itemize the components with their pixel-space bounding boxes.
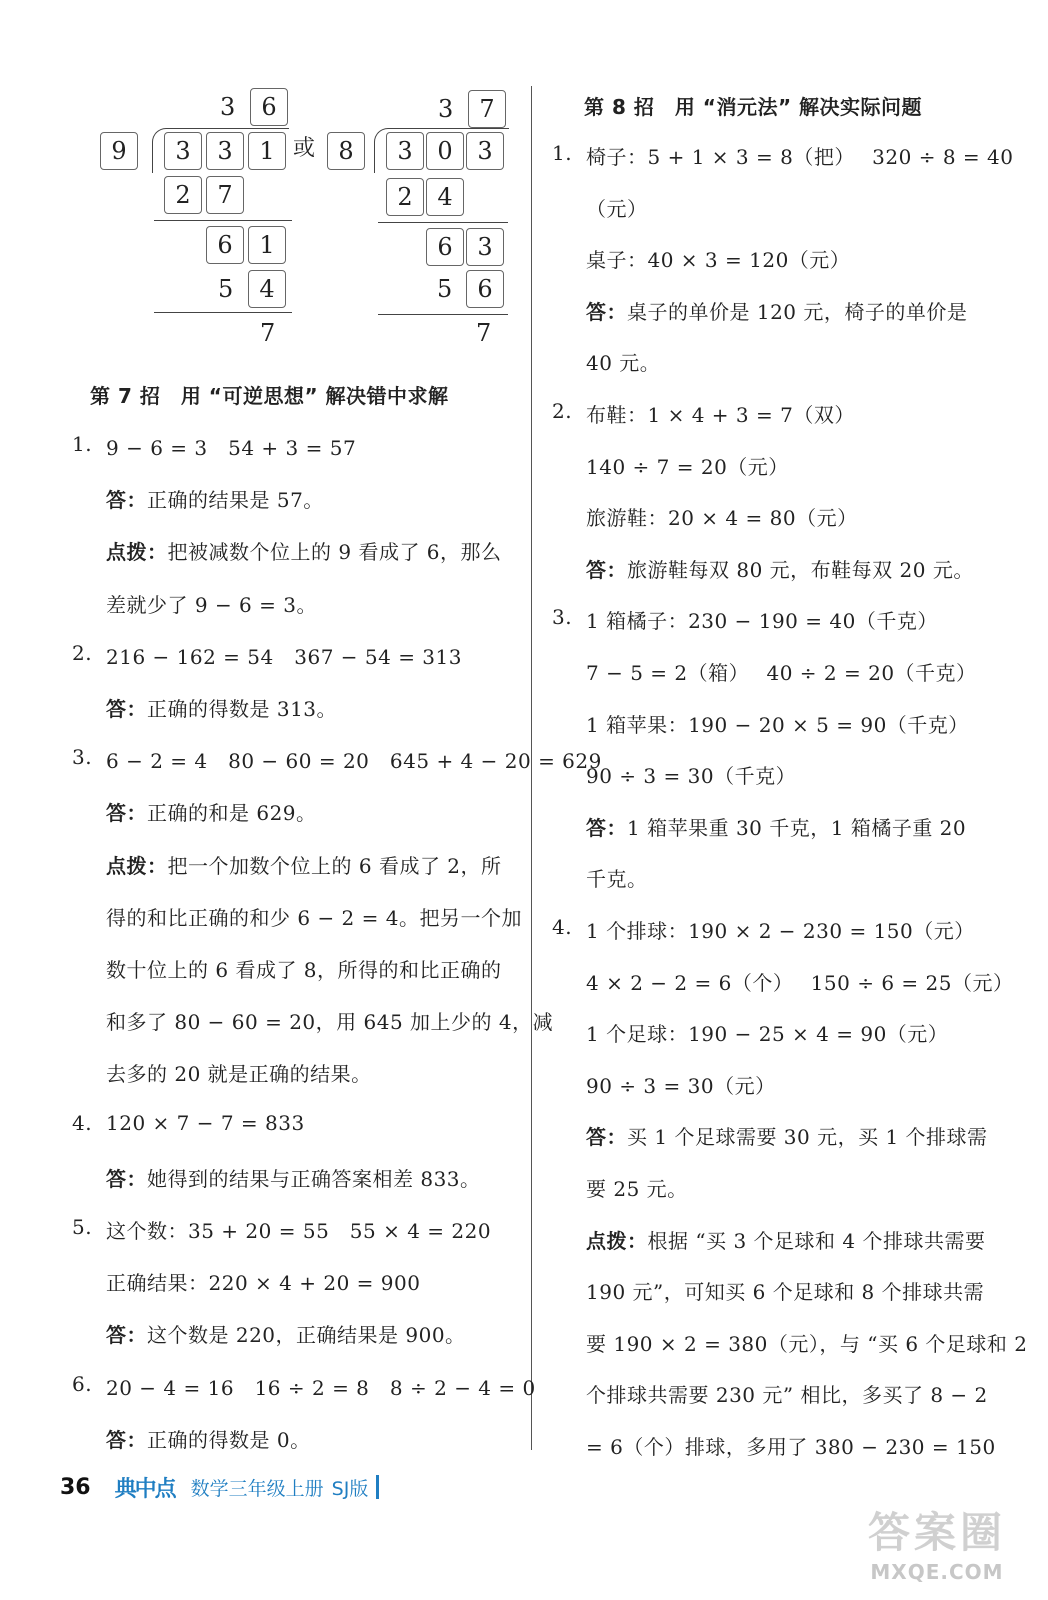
answer-text: 9 − 6 = 3 54 + 3 = 57: [106, 436, 357, 460]
answer-text: 她得到的结果与正确答案相差 833。: [147, 1166, 481, 1191]
divisor-box: 8: [327, 132, 365, 170]
quotient-digit: 3: [220, 93, 236, 121]
answer-text: 旅游鞋每双 80 元，布鞋每双 20 元。: [627, 557, 974, 582]
answer-text: 根据 “买 3 个足球和 4 个排球共需要: [647, 1228, 986, 1253]
answer-text: 椅子：5 + 1 × 3 = 8（把） 320 ÷ 8 = 40: [586, 145, 1014, 169]
section-heading: 第 7 招 用 “可逆思想” 解决错中求解: [90, 384, 449, 408]
quotient-digit-box: 6: [250, 88, 288, 126]
answer-text: 差就少了 9 − 6 = 3。: [106, 592, 317, 617]
answer-text: 90 ÷ 3 = 30（千克）: [586, 764, 797, 789]
answer-text: 数十位上的 6 看成了 8，所得的和比正确的: [106, 958, 502, 982]
answer-line: [586, 502, 858, 531]
answer-text: 这个数：35 + 20 = 55 55 × 4 = 220: [106, 1219, 492, 1243]
answer-text: 190 元”，可知买 6 个足球和 8 个排球共需: [586, 1280, 985, 1305]
answer-line: [586, 1121, 988, 1150]
answer-text: 7 − 5 = 2（箱） 40 ÷ 2 = 20（千克）: [586, 661, 977, 685]
dividend-digit-box: 3: [386, 132, 424, 170]
question-number: 5.: [72, 1215, 93, 1239]
answer-line: [586, 760, 796, 789]
answer-line: [106, 1267, 420, 1296]
answer-text: 旅游鞋：20 × 4 = 80（元）: [586, 506, 858, 531]
divisor-box: 9: [100, 132, 138, 170]
subtraction-line: [378, 222, 508, 223]
answer-text: 和多了 80 − 60 = 20，用 645 加上少的 4，减: [106, 1010, 554, 1035]
step-digit-box: 6: [206, 226, 244, 264]
answer-line: [586, 141, 1013, 170]
step-digit-box: 2: [386, 178, 424, 216]
answer-line: [106, 1319, 466, 1348]
answer-line: [586, 1018, 948, 1047]
answer-line: [586, 915, 975, 944]
answer-label: 答：: [586, 299, 627, 324]
watermark: [842, 1494, 1032, 1590]
answer-line: [586, 605, 938, 634]
answer-label: 答：: [106, 488, 147, 513]
or-label: 或: [293, 136, 316, 161]
question-number: 1.: [72, 432, 93, 456]
answer-text: 正确的和是 629。: [147, 801, 317, 826]
answer-line: [586, 1379, 988, 1408]
answer-line: [106, 1111, 305, 1135]
step-digit-box: 2: [164, 176, 202, 214]
edition-label: SJ版: [331, 1477, 369, 1500]
answer-text: 千克。: [586, 867, 648, 892]
answer-text: 正确结果：220 × 4 + 20 = 900: [106, 1271, 421, 1296]
answer-line: [586, 1225, 985, 1254]
answer-line: [106, 432, 356, 461]
answer-line: [106, 1006, 553, 1035]
step-digit-box: 3: [466, 228, 504, 266]
question-number: 6.: [72, 1371, 93, 1396]
answer-text: 140 ÷ 7 = 20（元）: [586, 454, 789, 479]
answer-line: [106, 1372, 536, 1401]
answer-line: [586, 1431, 996, 1460]
answer-line: [586, 1276, 984, 1305]
page-footer: [60, 1470, 379, 1504]
answer-text: = 6（个）排球，多用了 380 − 230 = 150: [586, 1435, 996, 1459]
answer-line: [106, 1424, 311, 1453]
answer-line: [586, 967, 1013, 996]
answer-text: 要 190 × 2 = 380（元），与 “买 6 个足球和 2: [586, 1331, 1028, 1356]
answer-text: 1 箱苹果：190 − 20 × 5 = 90（千克）: [586, 712, 969, 737]
step-digit: 5: [437, 275, 453, 303]
answer-line: [106, 902, 522, 931]
answer-line: [106, 1058, 372, 1087]
answer-line: [586, 193, 648, 222]
answer-text: 正确的结果是 57。: [147, 488, 324, 513]
answer-text: 去多的 20 就是正确的结果。: [106, 1062, 372, 1087]
question-number: 2.: [552, 399, 573, 423]
answer-label: 点拨：: [106, 853, 168, 878]
answer-text: 1 箱苹果重 30 千克，1 箱橘子重 20: [627, 815, 967, 840]
step-digit: 5: [218, 275, 234, 303]
question-number: 4.: [552, 915, 573, 939]
question-number: 2.: [72, 640, 93, 665]
question-number: 1.: [552, 141, 573, 165]
answer-line: [586, 1328, 1027, 1357]
answer-text: 120 × 7 − 7 = 833: [106, 1110, 305, 1135]
step-digit-box: 1: [248, 226, 286, 264]
answer-text: 桌子：40 × 3 = 120（元）: [586, 248, 851, 273]
answer-label: 答：: [106, 697, 147, 721]
answer-text: 桌子的单价是 120 元，椅子的单价是: [627, 299, 968, 324]
answer-text: 布鞋：1 × 4 + 3 = 7（双）: [586, 403, 855, 427]
answer-line: [106, 745, 602, 774]
remainder: 7: [476, 319, 492, 347]
answer-line: [106, 954, 502, 983]
answer-line: [586, 709, 969, 738]
step-digit-box: 6: [426, 228, 464, 266]
quotient-digit: 3: [438, 95, 454, 123]
long-division-figure: [0, 0, 531, 360]
answer-line: [106, 693, 337, 722]
quotient-digit-box: 7: [468, 90, 506, 128]
dividend-digit-box: 1: [248, 132, 286, 170]
step-digit-box: 4: [248, 270, 286, 308]
book-title: 数学三年级上册: [190, 1477, 324, 1500]
watermark-logo: 答案圈: [867, 1508, 1006, 1557]
answer-label: 点拨：: [586, 1228, 648, 1253]
answer-line: [106, 797, 317, 826]
dividend-digit-box: 3: [466, 132, 504, 170]
answer-text: 个排球共需要 230 元” 相比，多买了 8 − 2: [586, 1383, 988, 1408]
answer-line: [586, 399, 855, 428]
step-digit-box: 6: [466, 270, 504, 308]
answer-text: （元）: [586, 196, 648, 221]
footer-bar: [376, 1475, 379, 1499]
answer-line: [106, 1215, 491, 1244]
section-heading: 第 8 招 用 “消元法” 解决实际问题: [584, 95, 923, 119]
answer-line: [106, 1163, 481, 1192]
answer-line: [586, 1173, 688, 1202]
answer-line: [586, 812, 966, 841]
answer-text: 6 − 2 = 4 80 − 60 = 20 645 + 4 − 20 = 629: [106, 749, 602, 774]
answer-label: 答：: [106, 801, 147, 826]
answer-text: 正确的得数是 313。: [147, 697, 338, 721]
answer-text: 1 个足球：190 − 25 × 4 = 90（元）: [586, 1022, 949, 1047]
question-number: 3.: [552, 605, 573, 630]
answer-line: [106, 589, 317, 618]
answer-text: 20 − 4 = 16 16 ÷ 2 = 8 8 ÷ 2 − 4 = 0: [106, 1375, 536, 1400]
answer-line: [586, 1070, 776, 1099]
answer-line: [586, 347, 660, 376]
subtraction-line: [154, 220, 292, 221]
answer-label: 答：: [586, 557, 627, 582]
answer-label: 答：: [106, 1323, 147, 1348]
answer-label: 答：: [106, 1166, 147, 1191]
answer-line: [106, 536, 502, 565]
answer-line: [106, 484, 324, 513]
answer-text: 这个数是 220，正确结果是 900。: [147, 1323, 466, 1348]
answer-line: [586, 554, 974, 583]
answer-text: 把被减数个位上的 9 看成了 6，那么: [167, 540, 502, 565]
answer-text: 得的和比正确的和少 6 − 2 = 4。把另一个加: [106, 905, 522, 930]
answer-text: 40 元。: [586, 351, 661, 376]
answer-line: [586, 296, 967, 325]
answer-label: 点拨：: [106, 540, 168, 565]
remainder: 7: [260, 319, 276, 347]
brand-logo: 典中点: [114, 1476, 175, 1502]
question-number: 3.: [72, 745, 93, 770]
page-number: 36: [60, 1474, 91, 1500]
answer-text: 正确的得数是 0。: [147, 1427, 311, 1452]
dividend-digit-box: 3: [206, 132, 244, 170]
answer-text: 买 1 个足球需要 30 元，买 1 个排球需: [627, 1125, 988, 1150]
answer-text: 4 × 2 − 2 = 6（个） 150 ÷ 6 = 25（元）: [586, 970, 1014, 995]
dividend-digit-box: 3: [164, 132, 202, 170]
answer-text: 要 25 元。: [586, 1177, 688, 1201]
answer-text: 90 ÷ 3 = 30（元）: [586, 1073, 776, 1098]
question-number: 4.: [72, 1110, 93, 1135]
watermark-url: MXQE.COM: [870, 1560, 1004, 1584]
answer-label: 答：: [586, 815, 627, 840]
dividend-digit-box: 0: [426, 132, 464, 170]
answer-text: 把一个加数个位上的 6 看成了 2，所: [167, 853, 502, 878]
answer-text: 1 个排球：190 × 2 − 230 = 150（元）: [586, 919, 975, 943]
answer-line: [586, 863, 648, 892]
step-digit-box: 7: [206, 176, 244, 214]
subtraction-line: [154, 312, 292, 313]
answer-label: 答：: [106, 1427, 147, 1452]
answer-line: [586, 657, 977, 686]
answer-line: [106, 850, 502, 879]
answer-label: 答：: [586, 1125, 627, 1150]
answer-text: 1 箱橘子：230 − 190 = 40（千克）: [586, 609, 938, 634]
answer-text: 216 − 162 = 54 367 − 54 = 313: [106, 644, 462, 669]
answer-line: [586, 244, 850, 273]
step-digit-box: 4: [426, 178, 464, 216]
answer-line: [106, 641, 462, 670]
answer-line: [586, 451, 789, 480]
